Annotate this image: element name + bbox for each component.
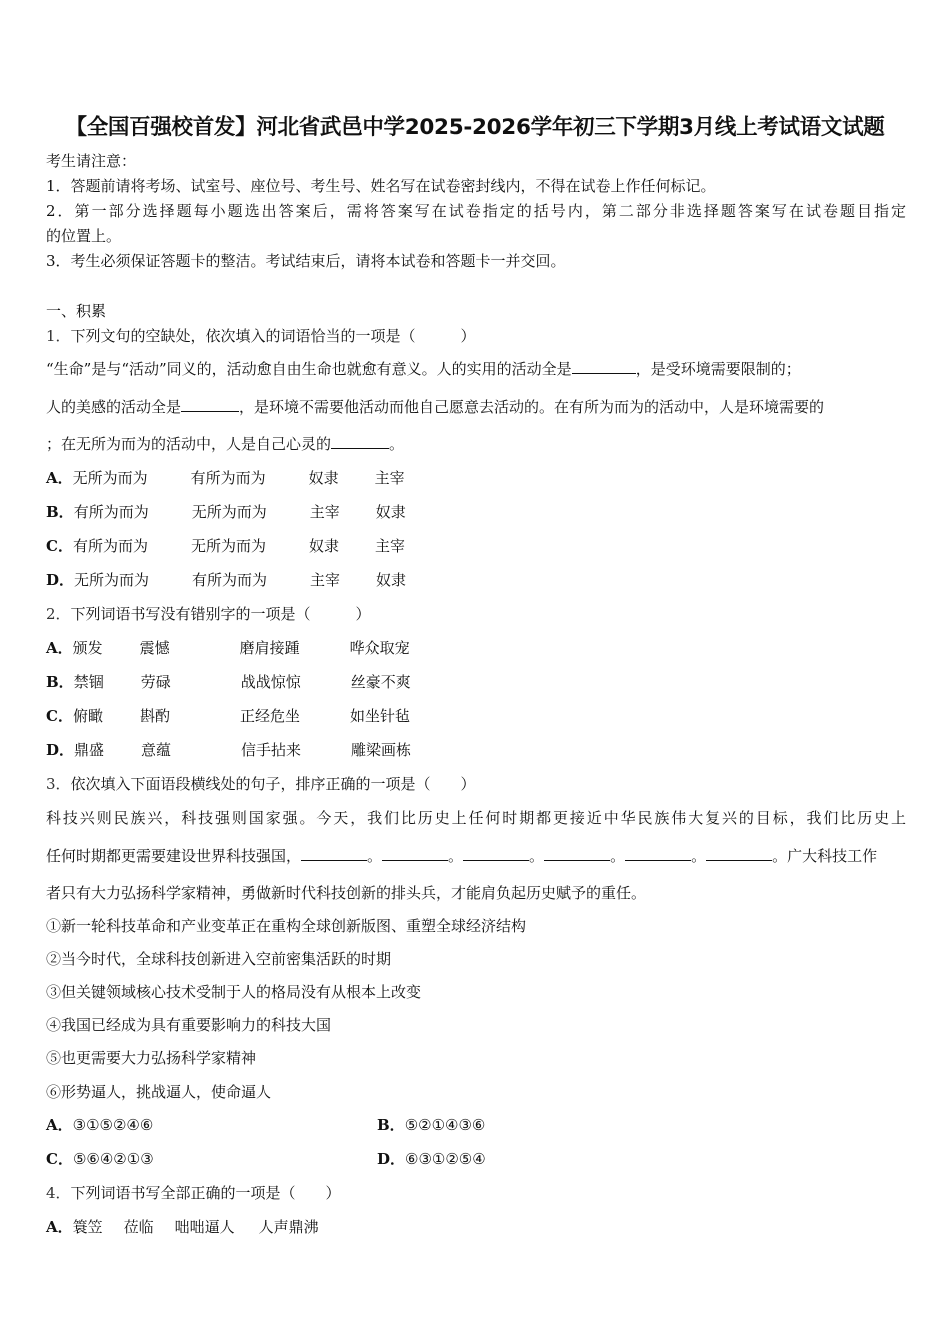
passage-text: 。广大科技工作 (772, 847, 878, 865)
option-letter: C． (46, 707, 73, 725)
option-word: 禁锢 (73, 673, 104, 691)
option-a[interactable] (46, 1115, 153, 1135)
option-word: 主宰 (374, 537, 405, 555)
answer-blank (181, 397, 239, 412)
answer-blank (706, 846, 772, 861)
question-text: 下列文句的空缺处，依次填入的词语恰当的一项是（ ） (70, 327, 476, 345)
option-word: 颁发 (72, 639, 103, 657)
option-word: 无所为而为 (191, 503, 267, 521)
passage-text: “生命”是与“活动”同义的，活动愈自由生命也就愈有意义。人的实用的活动全是 (46, 360, 572, 378)
option-word: 如坐针毡 (349, 707, 410, 725)
question-3-passage-line: 科技兴则民族兴，科技强则国家强。今天，我们比历史上任何时期都更接近中华民族伟大复兴的目标，我们比历史上 (46, 809, 906, 827)
option-word: 意蕴 (141, 741, 172, 759)
option-word: 奴隶 (308, 469, 339, 487)
option-letter: A． (46, 469, 73, 487)
option-b[interactable] (377, 1115, 485, 1135)
option-c[interactable] (46, 536, 405, 556)
question-3-passage-line (46, 846, 877, 866)
option-word: 奴隶 (376, 571, 407, 589)
option-text: ③①⑤②④⑥ (72, 1116, 154, 1134)
option-word: 斟酌 (139, 707, 170, 725)
sentence-item: ⑥形势逼人，挑战逼人，使命逼人 (46, 1083, 272, 1101)
question-text: 依次填入下面语段横线处的句子，排序正确的一项是（ ） (70, 775, 476, 793)
option-word: 有所为而为 (73, 503, 149, 521)
option-word: 无所为而为 (74, 571, 150, 589)
option-word: 有所为而为 (192, 571, 268, 589)
passage-text: ，是环境不需要他活动而他自己愿意去活动的。在有所为而为的活动中，人是环境需要的 (239, 398, 825, 416)
answer-blank (463, 846, 529, 861)
option-word: 俯瞰 (72, 707, 103, 725)
option-letter: D． (377, 1150, 406, 1168)
question-number: 2． (46, 605, 71, 623)
option-word: 信手拈来 (241, 741, 302, 759)
option-letter: B． (46, 673, 74, 691)
sentence-item: ④我国已经成为具有重要影响力的科技大国 (46, 1016, 332, 1034)
notice-heading: 考生请注意： (46, 152, 137, 170)
option-word: 雕梁画栋 (351, 741, 412, 759)
option-word: 主宰 (374, 469, 405, 487)
option-letter: A． (46, 1116, 73, 1134)
question-4-stem (46, 1183, 341, 1203)
option-word: 劳碌 (140, 673, 171, 691)
option-text: ⑤⑥④②①③ (72, 1150, 154, 1168)
option-word: 震憾 (139, 639, 170, 657)
answer-blank (382, 846, 448, 861)
option-d[interactable] (377, 1149, 486, 1169)
punctuation: 。 (529, 847, 545, 865)
option-word: 鼎盛 (74, 741, 105, 759)
sentence-item: ①新一轮科技革命和产业变革正在重构全球创新版图、重塑全球经济结构 (46, 917, 527, 935)
sentence-item: ②当今时代，全球科技创新进入空前密集活跃的时期 (46, 950, 392, 968)
option-word: 簑笠 (72, 1218, 103, 1236)
notice-item: 1．答题前请将考场、试室号、座位号、考生号、姓名写在试卷密封线内，不得在试卷上作任何标记。 (46, 177, 716, 195)
option-b[interactable] (46, 502, 406, 522)
option-word: 莅临 (123, 1218, 154, 1236)
passage-text: ；在无所为而为的活动中，人是自己心灵的 (46, 435, 332, 453)
notice-item: 2．第一部分选择题每小题选出答案后，需将答案写在试卷指定的括号内，第二部分非选择题答案写在试卷题目指定 (46, 202, 906, 220)
option-letter: A． (46, 639, 73, 657)
question-3-stem (46, 774, 476, 794)
page-title: 【全国百强校首发】河北省武邑中学2025-2026学年初三下学期3月线上考试语文试题 (65, 115, 885, 140)
question-1-passage-line (46, 434, 404, 454)
option-word: 哗众取宠 (349, 639, 410, 657)
option-word: 奴隶 (375, 503, 406, 521)
passage-text: 。 (389, 435, 405, 453)
question-number: 4． (46, 1184, 71, 1202)
option-word: 磨肩接踵 (239, 639, 300, 657)
answer-blank (331, 434, 389, 449)
option-letter: D． (46, 571, 75, 589)
option-word: 主宰 (310, 571, 341, 589)
option-letter: C． (46, 1150, 73, 1168)
question-1-passage-line (46, 359, 801, 379)
option-text: ⑥③①②⑤④ (405, 1150, 486, 1168)
option-word: 丝豪不爽 (350, 673, 411, 691)
question-1-passage-line (46, 397, 824, 417)
option-word: 无所为而为 (72, 469, 148, 487)
option-a[interactable] (46, 638, 410, 658)
question-text: 下列词语书写没有错别字的一项是（ ） (70, 605, 371, 623)
option-a[interactable] (46, 468, 405, 488)
option-letter: A． (46, 1218, 73, 1236)
option-word: 奴隶 (308, 537, 339, 555)
option-text: ⑤②①④③⑥ (404, 1116, 486, 1134)
punctuation: 。 (367, 847, 383, 865)
question-number: 3． (46, 775, 71, 793)
option-b[interactable] (46, 672, 411, 692)
option-word: 有所为而为 (190, 469, 266, 487)
punctuation: 。 (691, 847, 707, 865)
option-word: 无所为而为 (190, 537, 266, 555)
option-word: 正经危坐 (239, 707, 300, 725)
option-c[interactable] (46, 1149, 154, 1169)
punctuation: 。 (448, 847, 464, 865)
answer-blank (301, 846, 367, 861)
option-word: 战战惊惊 (240, 673, 301, 691)
answer-blank (572, 359, 636, 374)
option-letter: B． (377, 1116, 405, 1134)
option-word: 人声鼎沸 (258, 1218, 319, 1236)
question-3-passage-line: 者只有大力弘扬科学家精神，勇做新时代科技创新的排头兵，才能肩负起历史赋予的重任。 (46, 884, 647, 902)
option-letter: D． (46, 741, 75, 759)
question-text: 下列词语书写全部正确的一项是（ ） (70, 1184, 341, 1202)
notice-item: 的位置上。 (46, 227, 122, 245)
option-letter: B． (46, 503, 74, 521)
option-word: 有所为而为 (72, 537, 148, 555)
option-letter: C． (46, 537, 73, 555)
option-a[interactable] (46, 1217, 319, 1237)
option-d[interactable] (46, 740, 411, 760)
punctuation: 。 (610, 847, 626, 865)
notice-item: 3．考生必须保证答题卡的整洁。考试结束后，请将本试卷和答题卡一并交回。 (46, 252, 566, 270)
option-word: 主宰 (309, 503, 340, 521)
passage-text: 任何时期都更需要建设世界科技强国， (46, 847, 302, 865)
question-2-stem (46, 604, 371, 624)
section-heading: 一、积累 (46, 302, 107, 320)
passage-text: ，是受环境需要限制的； (635, 360, 801, 378)
option-word: 咄咄逼人 (174, 1218, 235, 1236)
question-1-stem (46, 326, 476, 346)
question-number: 1． (46, 327, 71, 345)
option-d[interactable] (46, 570, 406, 590)
sentence-item: ③但关键领域核心技术受制于人的格局没有从根本上改变 (46, 983, 422, 1001)
sentence-item: ⑤也更需要大力弘扬科学家精神 (46, 1049, 257, 1067)
answer-blank (625, 846, 691, 861)
passage-text: 人的美感的活动全是 (46, 398, 182, 416)
answer-blank (544, 846, 610, 861)
option-c[interactable] (46, 706, 410, 726)
